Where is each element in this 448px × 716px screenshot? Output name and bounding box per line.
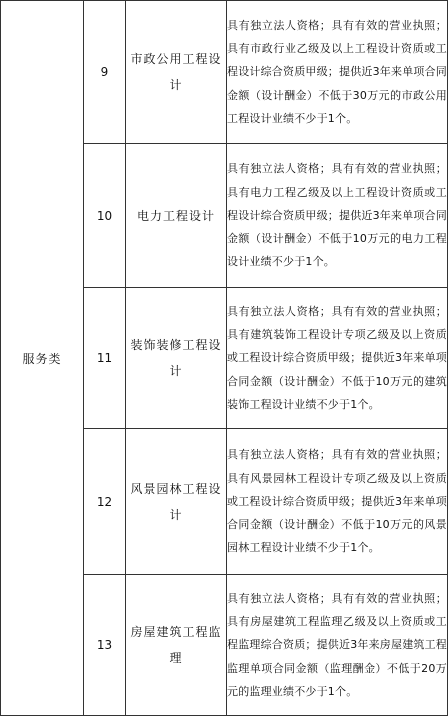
project-name: 房屋建筑工程监理: [126, 575, 227, 716]
project-name: 电力工程设计: [126, 144, 227, 288]
qualification-requirement: 具有独立法人资格；具有有效的营业执照；具有市政行业乙级及以上工程设计资质或工程设计综合资质甲级；提供近3年来单项合同金额（设计酬金）不低于30万元的市政公用工程设计业绩不少于1个。: [227, 1, 448, 144]
item-number: 10: [84, 144, 126, 288]
category-cell: 服务类: [1, 1, 84, 716]
item-number: 11: [84, 288, 126, 429]
item-number: 13: [84, 575, 126, 716]
qualification-requirement: 具有独立法人资格；具有有效的营业执照；具有房屋建筑工程监理乙级及以上资质或工程监理综合资质；提供近3年来房屋建筑工程监理单项合同金额（监理酬金）不低于20万元的监理业绩不少于1个。: [227, 575, 448, 716]
project-name: 市政公用工程设计: [126, 1, 227, 144]
qualification-requirement: 具有独立法人资格；具有有效的营业执照；具有电力工程乙级及以上工程设计资质或工程设计综合资质甲级；提供近3年来单项合同金额（设计酬金）不低于10万元的电力工程设计业绩不少于1个。: [227, 144, 448, 288]
qualification-requirement: 具有独立法人资格；具有有效的营业执照；具有风景园林工程设计专项乙级及以上资质或工程设计综合资质甲级；提供近3年来单项合同金额（设计酬金）不低于10万元的风景园林工程设计业绩不少于1个。: [227, 429, 448, 575]
project-name: 装饰装修工程设计: [126, 288, 227, 429]
qualification-requirement: 具有独立法人资格；具有有效的营业执照；具有建筑装饰工程设计专项乙级及以上资质或工程设计综合资质甲级；提供近3年来单项合同金额（设计酬金）不低于10万元的建筑装饰工程设计业绩不少于1个。: [227, 288, 448, 429]
project-name: 风景园林工程设计: [126, 429, 227, 575]
table-row: [1, 1, 448, 144]
item-number: 12: [84, 429, 126, 575]
item-number: 9: [84, 1, 126, 144]
